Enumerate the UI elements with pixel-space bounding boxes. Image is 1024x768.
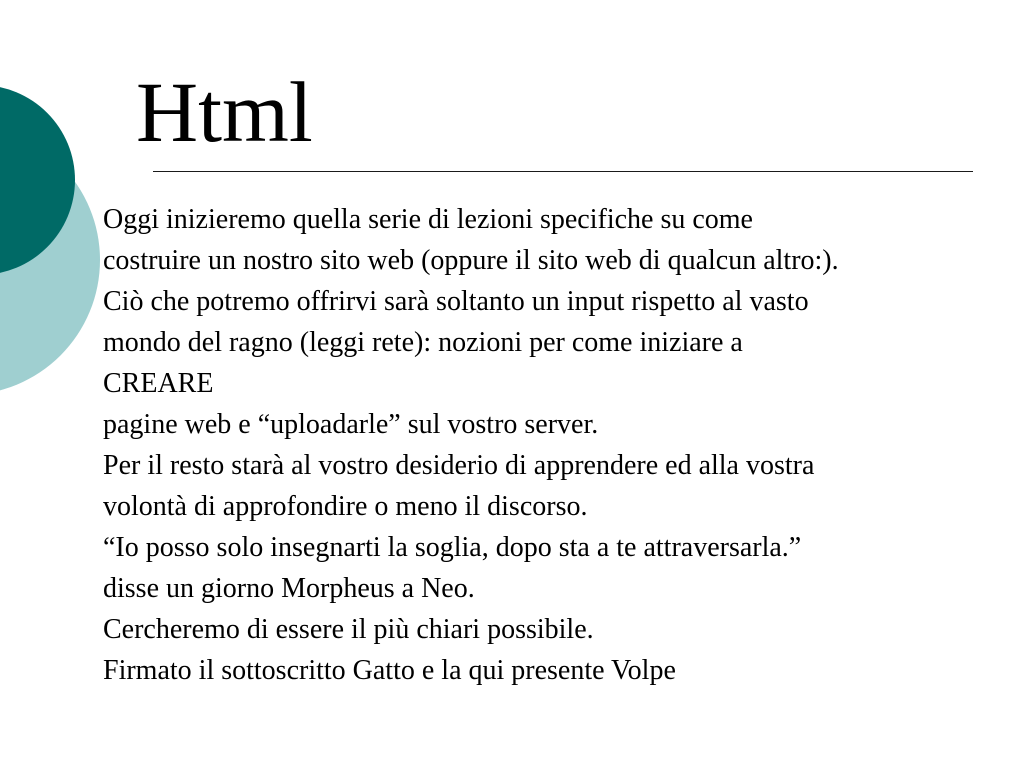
slide-body [103, 199, 1018, 691]
slide-title: Html [136, 64, 313, 160]
title-divider [153, 171, 973, 172]
body-line: Firmato il sottoscritto Gatto e la qui presente Volpe [103, 655, 676, 686]
body-line: pagine web e “uploadarle” sul vostro server. [103, 409, 599, 440]
body-line: Oggi inizieremo quella serie di lezioni specifiche su come [103, 204, 753, 235]
body-line: Ciò che potremo offrirvi sarà soltanto un input rispetto al vasto [103, 286, 809, 317]
body-line: mondo del ragno (leggi rete): nozioni per come iniziare a [103, 327, 743, 358]
body-line: costruire un nostro sito web (oppure il sito web di qualcun altro:). [103, 245, 839, 276]
body-line: CREARE [103, 368, 214, 399]
body-line: volontà di approfondire o meno il discorso. [103, 491, 588, 522]
body-line: Cercheremo di essere il più chiari possibile. [103, 614, 594, 645]
body-line: Per il resto starà al vostro desiderio di apprendere ed alla vostra [103, 450, 815, 481]
body-line: disse un giorno Morpheus a Neo. [103, 573, 475, 604]
body-line: “Io posso solo insegnarti la soglia, dopo sta a te attraversarla.” [103, 532, 802, 563]
